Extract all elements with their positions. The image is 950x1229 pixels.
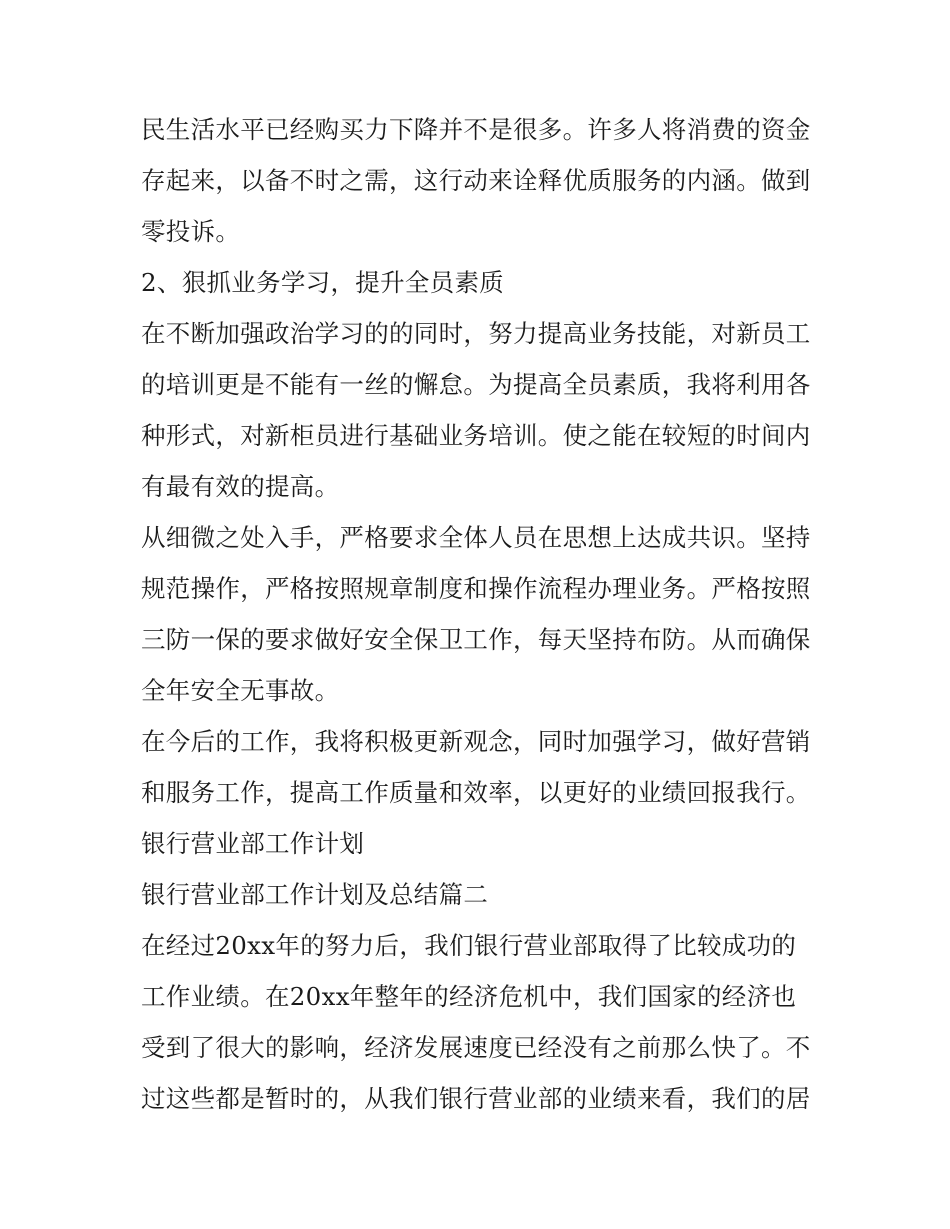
text-line: 种形式，对新柜员进行基础业务培训。使之能在较短的时间内 bbox=[141, 421, 811, 450]
text-line: 规范操作，严格按照规章制度和操作流程办理业务。严格按照 bbox=[141, 574, 811, 603]
text-line: 零投诉。 bbox=[141, 217, 241, 246]
text-line: 全年安全无事故。 bbox=[141, 676, 340, 705]
text-line: 在今后的工作，我将积极更新观念，同时加强学习，做好营销 bbox=[141, 727, 811, 756]
text-line: 的培训更是不能有一丝的懈怠。为提高全员素质，我将利用各 bbox=[141, 370, 811, 399]
text-line: 三防一保的要求做好安全保卫工作，每天坚持布防。从而确保 bbox=[141, 625, 811, 654]
text-line: 从细微之处入手，严格要求全体人员在思想上达成共识。坚持 bbox=[141, 523, 811, 552]
text-line: 和服务工作，提高工作质量和效率，以更好的业绩回报我行。 bbox=[141, 778, 811, 807]
text-line: 受到了很大的影响，经济发展速度已经没有之前那么快了。不 bbox=[141, 1033, 811, 1062]
text-line: 在不断加强政治学习的的同时，努力提高业务技能，对新员工 bbox=[141, 319, 811, 348]
text-line: 存起来，以备不时之需，这行动来诠释优质服务的内涵。做到 bbox=[141, 166, 811, 195]
text-line: 工作业绩。在20xx年整年的经济危机中，我们国家的经济也 bbox=[141, 982, 797, 1011]
text-line: 民生活水平已经购买力下降并不是很多。许多人将消费的资金 bbox=[141, 115, 811, 144]
section-heading: 2、狠抓业务学习，提升全员素质 bbox=[141, 268, 505, 297]
section-title: 银行营业部工作计划 bbox=[141, 829, 365, 858]
text-line: 过这些都是暂时的，从我们银行营业部的业绩来看，我们的居 bbox=[141, 1084, 811, 1113]
text-line: 有最有效的提高。 bbox=[141, 472, 340, 501]
section-title: 银行营业部工作计划及总结篇二 bbox=[141, 880, 489, 909]
text-line: 在经过20xx年的努力后，我们银行营业部取得了比较成功的 bbox=[141, 931, 797, 960]
